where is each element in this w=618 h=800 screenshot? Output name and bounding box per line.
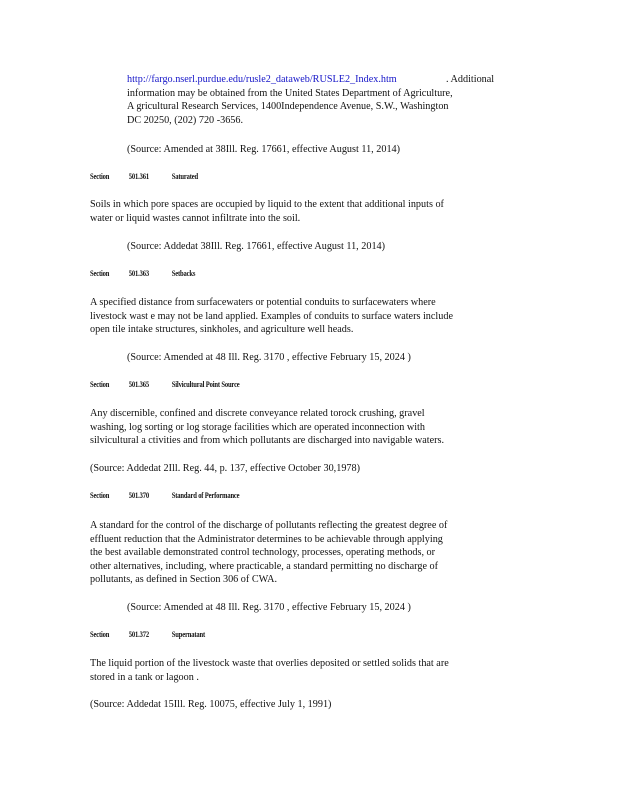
intro-url-tail: . Additional: [446, 74, 495, 85]
section-body: [90, 296, 515, 337]
section-body: [90, 519, 510, 587]
body-line: Soils in which pore spaces are occupied by liquid to the extent that additional inputs of: [90, 199, 444, 210]
intro-line: information may be obtained from the United States Department of Agriculture,: [127, 87, 453, 99]
body-line: The liquid portion of the livestock waste that overlies deposited or settled solids that are: [90, 658, 449, 669]
rusle2-link[interactable]: http://fargo.nserl.purdue.edu/rusle2_dataweb/RUSLE2_Index.htm: [127, 74, 397, 85]
section-label: Section: [90, 630, 110, 639]
body-line: stored in a tank or lagoon .: [90, 671, 199, 683]
section-source-note: (Source: Addedat 2Ill. Reg. 44, p. 137, effective October 30,1978): [90, 463, 360, 474]
section-label: Section: [90, 269, 110, 278]
section-label: Section: [90, 172, 110, 181]
section-number: 501.365: [128, 380, 149, 389]
section-body: [90, 198, 510, 225]
section-source-note: (Source: Amended at 48 Ill. Reg. 3170 , effective February 15, 2024 ): [127, 602, 411, 613]
body-line: livestock wast e may not be land applied. Examples of conduits to surface waters include: [90, 310, 453, 322]
section-heading: [90, 380, 240, 389]
section-label: Section: [90, 380, 110, 389]
body-line: washing, log sorting or log storage facilities which are operated inconnection with: [90, 421, 425, 433]
section-source-note: (Source: Amended at 48 Ill. Reg. 3170 , effective February 15, 2024 ): [127, 352, 411, 363]
section-title: Saturated: [171, 172, 199, 181]
body-line: open tile intake structures, sinkholes, and agriculture well heads.: [90, 324, 354, 336]
body-line: A specified distance from surfacewaters or potential conduits to surfacewaters where: [90, 297, 436, 308]
intro-line: DC 20250, (202) 720 -3656.: [127, 114, 244, 126]
section-heading: [90, 491, 239, 500]
body-line: other alternatives, including, where practicable, a standard permitting no discharge of: [90, 560, 439, 572]
body-line: Any discernible, confined and discrete conveyance related torock crushing, gravel: [90, 408, 425, 419]
section-source-note: (Source: Addedat 15Ill. Reg. 10075, effective July 1, 1991): [90, 699, 332, 710]
section-source-note: (Source: Addedat 38Ill. Reg. 17661, effective August 11, 2014): [127, 241, 386, 252]
section-number: 501.361: [128, 172, 149, 181]
section-title: Standard of Performance: [171, 491, 240, 500]
section-number: 501.363: [128, 269, 149, 278]
intro-line: A gricultural Research Services, 1400Independence Avenue, S.W., Washington: [127, 101, 449, 113]
section-number: 501.372: [128, 630, 149, 639]
intro-paragraph: [127, 73, 500, 127]
section-title: Silvicultural Point Source: [171, 380, 240, 389]
body-line: water or liquid wastes cannot infiltrate into the soil.: [90, 212, 301, 224]
body-line: the best available demonstrated control technology, processes, operating methods, or: [90, 547, 436, 559]
body-line: A standard for the control of the discharge of pollutants reflecting the greatest degree of: [90, 520, 448, 531]
section-heading: [90, 630, 205, 639]
section-label: Section: [90, 491, 110, 500]
section-title: Supernatant: [171, 630, 205, 639]
body-line: pollutants, as defined in Section 306 of CWA.: [90, 574, 278, 586]
section-heading: [90, 269, 195, 278]
intro-source-note: (Source: Amended at 38Ill. Reg. 17661, effective August 11, 2014): [127, 144, 401, 155]
section-body: [90, 407, 502, 448]
body-line: effluent reduction that the Administrator determines to be achievable through applying: [90, 533, 443, 545]
section-body: [90, 657, 510, 684]
section-heading: [90, 172, 198, 181]
section-title: Setbacks: [171, 269, 196, 278]
section-number: 501.370: [128, 491, 149, 500]
body-line: silvicultural a ctivities and from which pollutants are discharged into navigable waters.: [90, 435, 445, 447]
